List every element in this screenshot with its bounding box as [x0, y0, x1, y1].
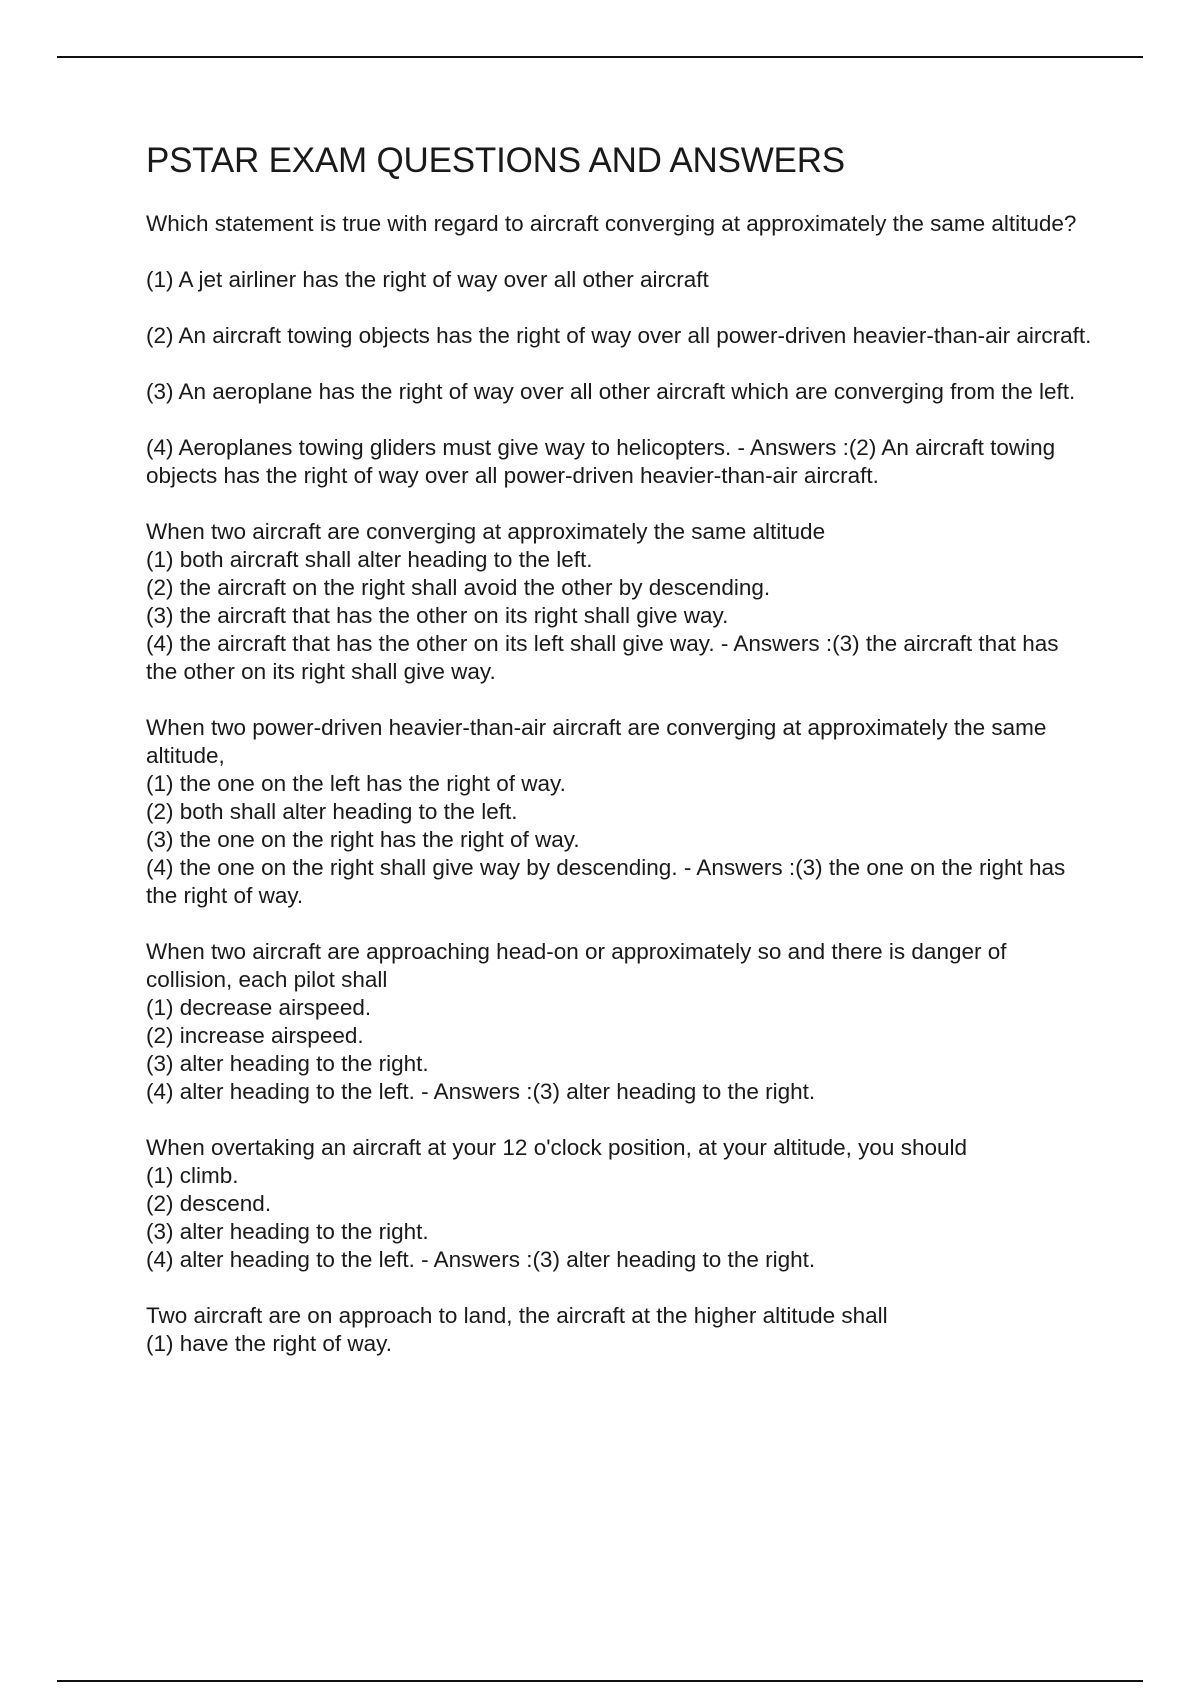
question-1-option-4-answer: (4) Aeroplanes towing gliders must give way to helicopters. - Answers :(2) An aircraft towing objects has the right of way over all power-driven heavier-than-air aircraft.	[146, 435, 1056, 488]
question-5-stem: When overtaking an aircraft at your 12 o'clock position, at your altitude, you should	[146, 1135, 967, 1160]
question-2-option-4-answer: (4) the aircraft that has the other on its left shall give way. - Answers :(3) the aircraft that has the other on its right shall give way.	[146, 631, 1059, 684]
question-1-option-3: (3) An aeroplane has the right of way over all other aircraft which are converging from the left.	[146, 379, 1076, 404]
question-5	[146, 1134, 1096, 1274]
document-body	[146, 140, 1096, 1358]
question-2-stem: When two aircraft are converging at approximately the same altitude	[146, 519, 826, 544]
question-2	[146, 518, 1096, 686]
question-6-stem: Two aircraft are on approach to land, the aircraft at the higher altitude shall	[146, 1303, 888, 1328]
bottom-rule	[57, 1680, 1143, 1682]
question-6	[146, 1302, 1096, 1358]
question-3-option-2: (2) both shall alter heading to the left.	[146, 799, 518, 824]
question-5-option-4-answer: (4) alter heading to the left. - Answers :(3) alter heading to the right.	[146, 1247, 816, 1272]
question-5-option-2: (2) descend.	[146, 1191, 272, 1216]
question-2-option-3: (3) the aircraft that has the other on its right shall give way.	[146, 603, 729, 628]
question-1-option-2: (2) An aircraft towing objects has the right of way over all power-driven heavier-than-air aircraft.	[146, 323, 1092, 348]
top-rule	[57, 56, 1143, 58]
question-3-stem: When two power-driven heavier-than-air aircraft are converging at approximately the same altitude,	[146, 715, 1047, 768]
question-4	[146, 938, 1096, 1106]
question-3-option-3: (3) the one on the right has the right of way.	[146, 827, 580, 852]
question-1-option-1: (1) A jet airliner has the right of way over all other aircraft	[146, 267, 709, 292]
question-3	[146, 714, 1096, 910]
question-4-option-4-answer: (4) alter heading to the left. - Answers :(3) alter heading to the right.	[146, 1079, 816, 1104]
question-4-option-2: (2) increase airspeed.	[146, 1023, 364, 1048]
question-4-option-3: (3) alter heading to the right.	[146, 1051, 429, 1076]
question-1-stem: Which statement is true with regard to aircraft converging at approximately the same altitude?	[146, 211, 1077, 236]
question-6-option-1: (1) have the right of way.	[146, 1331, 392, 1356]
question-4-stem: When two aircraft are approaching head-on or approximately so and there is danger of collision, each pilot shall	[146, 939, 1007, 992]
question-2-option-1: (1) both aircraft shall alter heading to the left.	[146, 547, 593, 572]
question-2-option-2: (2) the aircraft on the right shall avoid the other by descending.	[146, 575, 771, 600]
question-4-option-1: (1) decrease airspeed.	[146, 995, 372, 1020]
question-3-option-1: (1) the one on the left has the right of way.	[146, 771, 566, 796]
page-title: PSTAR EXAM QUESTIONS AND ANSWERS	[146, 141, 845, 180]
question-3-option-4-answer: (4) the one on the right shall give way by descending. - Answers :(3) the one on the right has the right of way.	[146, 855, 1066, 908]
question-5-option-1: (1) climb.	[146, 1163, 239, 1188]
question-5-option-3: (3) alter heading to the right.	[146, 1219, 429, 1244]
